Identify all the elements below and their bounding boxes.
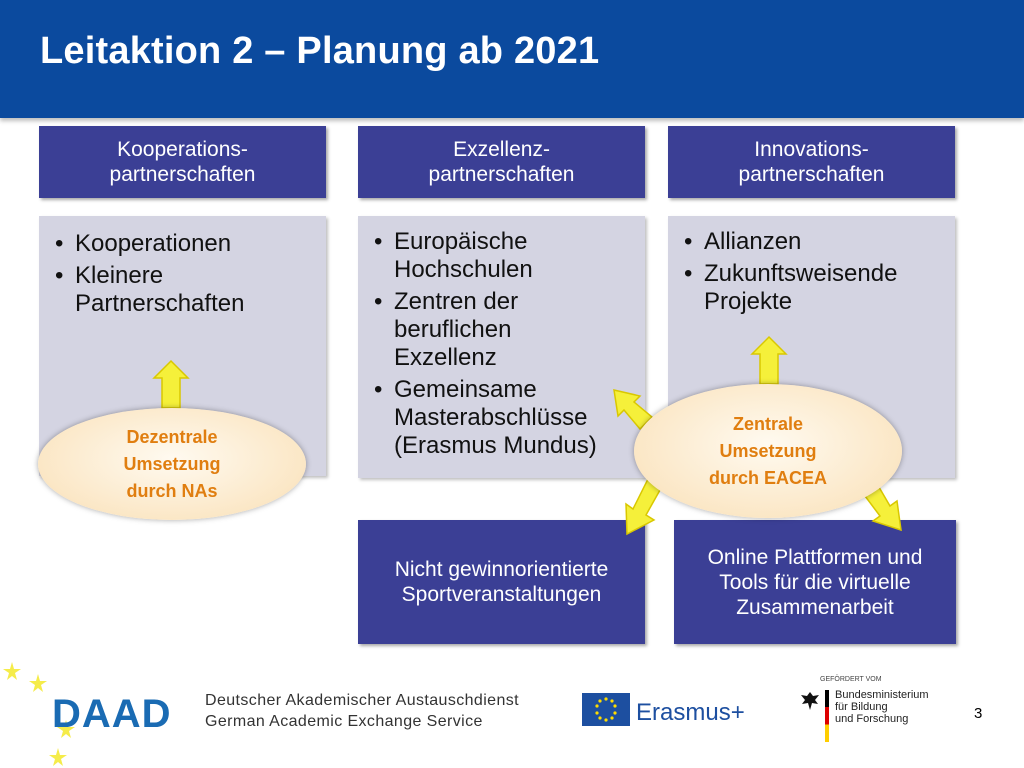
- daad-logo: DAAD: [52, 692, 172, 736]
- org-name-de: Deutscher Akademischer Austauschdienst: [205, 692, 520, 709]
- column-header-line: partnerschaften: [428, 163, 575, 186]
- ellipse-line: durch EACEA: [708, 467, 827, 488]
- column-header-line: Kooperations-: [117, 138, 248, 161]
- box-line: Sportveranstaltungen: [401, 583, 602, 606]
- box-line: Online Plattformen und: [707, 545, 923, 569]
- list-item: • Zukunftsweisende Projekte: [668, 260, 955, 316]
- list-item: • Kooperationen: [39, 230, 326, 258]
- ellipse-dezentral: [38, 408, 306, 520]
- org-name-en: German Academic Exchange Service: [205, 713, 483, 730]
- eu-flag-icon: [582, 693, 630, 726]
- flag-stripe: [825, 690, 829, 742]
- list-item: • Allianzen: [668, 228, 955, 256]
- box-line: Tools für die virtuelle: [719, 570, 911, 594]
- page-number: 3: [974, 705, 983, 722]
- ellipse-line: Dezentrale: [126, 426, 218, 447]
- arrow-up-icon: [752, 337, 786, 384]
- bmbf-logo-text: Bundesministerium für Bildung und Forschung: [835, 689, 929, 725]
- ellipse-line: Umsetzung: [123, 453, 221, 474]
- ellipse-line: Umsetzung: [719, 440, 817, 461]
- page-title: Leitaktion 2 – Planung ab 2021: [40, 30, 600, 72]
- funding-note: GEFÖRDERT VOM: [820, 676, 882, 683]
- list-item: • Kleinere Partnerschaften: [39, 262, 326, 318]
- list-item: • Gemeinsame Masterabschlüsse (Erasmus Mundus): [358, 376, 645, 460]
- ellipse-zentral: [634, 384, 902, 518]
- column-header-line: partnerschaften: [109, 163, 256, 186]
- column-header-line: Exzellenz-: [453, 138, 550, 161]
- arrow-up-icon: [154, 361, 188, 408]
- box-line: Zusammenarbeit: [736, 595, 894, 619]
- list-item: • Europäische Hochschulen: [358, 228, 645, 284]
- erasmus-logo-text: Erasmus+: [636, 699, 745, 726]
- ellipse-line: durch NAs: [126, 480, 218, 501]
- box-line: Nicht gewinnorientierte: [394, 558, 609, 581]
- column-header-line: Innovations-: [754, 138, 869, 161]
- list-item: • Zentren der beruflichen Exzellenz: [358, 288, 645, 372]
- ellipse-line: Zentrale: [732, 413, 803, 434]
- federal-eagle-icon: [799, 690, 821, 712]
- column-header-line: partnerschaften: [738, 163, 885, 186]
